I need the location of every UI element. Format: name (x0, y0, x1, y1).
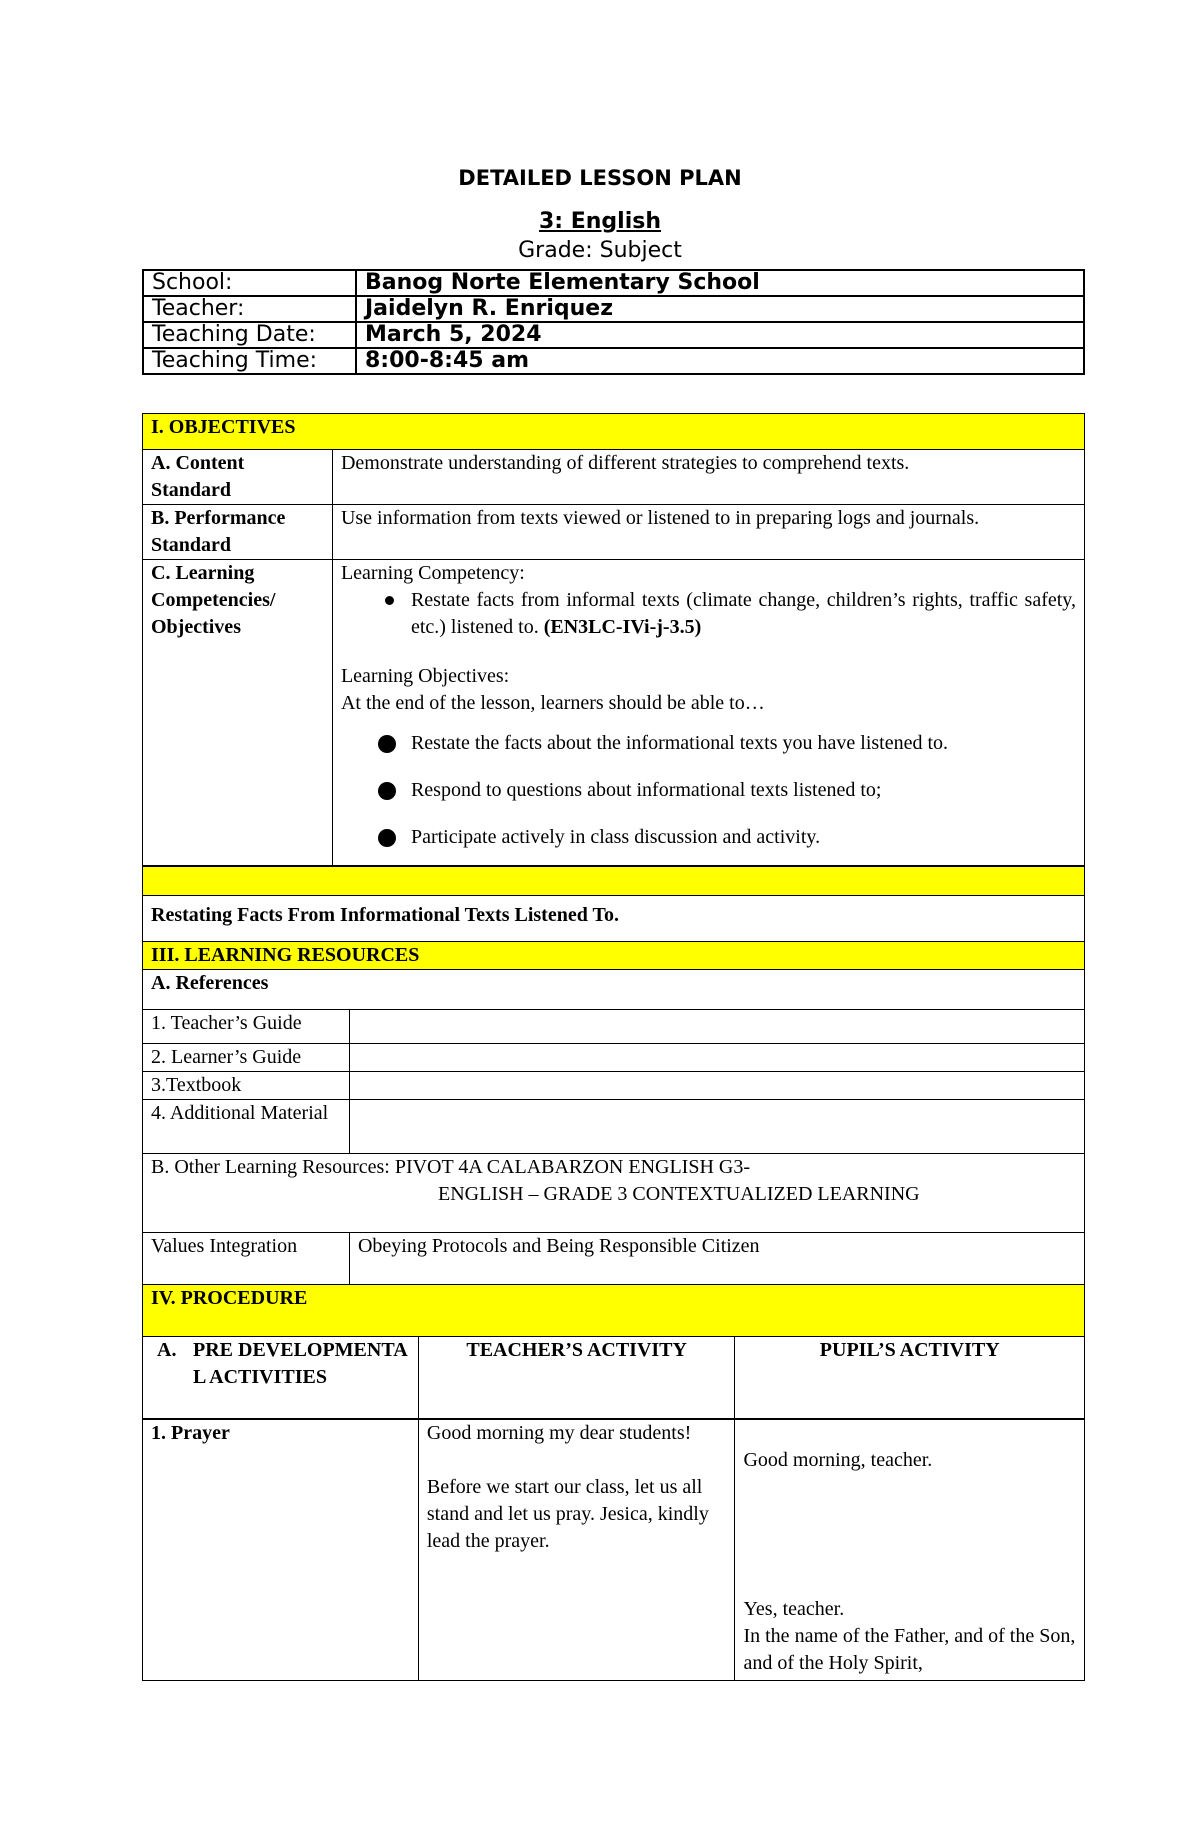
content-standard-label: A. Content Standard (143, 450, 333, 505)
competency-item (341, 587, 1076, 641)
objective-item: Participate actively in class discussion and activity. (341, 824, 1076, 851)
values-text: Obeying Protocols and Being Responsible Citizen (349, 1233, 1084, 1285)
info-row-school (143, 270, 1084, 296)
subject-heading (0, 209, 1200, 234)
info-value: 8:00-8:45 am (356, 348, 1084, 374)
reference-value (349, 1072, 1084, 1100)
reference-value (349, 1010, 1084, 1044)
info-row-time (143, 348, 1084, 374)
objectives-heading-text: Learning Objectives: (340, 665, 510, 687)
procedure-row-prayer (143, 1419, 1085, 1681)
procedure-heading: IV. PROCEDURE (143, 1285, 1085, 1337)
competency-text: Restate facts from informal texts (climate change, children’s rights, traffic safety, etc.) listened to. (410, 589, 1076, 638)
info-row-teacher (143, 296, 1084, 322)
competencies-cell (332, 560, 1084, 866)
content-heading (143, 866, 1085, 896)
reference-value (349, 1100, 1084, 1154)
competencies-row (143, 560, 1085, 866)
content-topic-row (143, 896, 1085, 942)
reference-row (143, 1010, 1085, 1044)
info-value: March 5, 2024 (356, 322, 1084, 348)
content-heading-row (143, 866, 1085, 896)
other-resources-line2: ENGLISH – GRADE 3 CONTEXTUALIZED LEARNING (438, 1183, 920, 1205)
info-value: Jaidelyn R. Enriquez (356, 296, 1084, 322)
content-standard-row (143, 450, 1085, 505)
info-value: Banog Norte Elementary School (356, 270, 1084, 296)
document-title: DETAILED LESSON PLAN (458, 166, 742, 190)
objective-item: Respond to questions about informational texts listened to; (341, 777, 1076, 804)
pupil-activity-text: Yes, teacher. (743, 1597, 845, 1620)
procedure-col3-header: PUPIL’S ACTIVITY (735, 1337, 1085, 1419)
info-table (142, 269, 1085, 375)
teacher-activity-text: Before we start our class, let us all stand and let us pray. Jesica, kindly lead the prayer. (426, 1475, 709, 1552)
teacher-activity-text: Good morning my dear students! (426, 1421, 692, 1444)
other-resources-label: B. Other Learning Resources: (151, 1156, 390, 1178)
references-row (143, 970, 1085, 1010)
objective-item: Restate the facts about the informational texts you have listened to. (341, 730, 1076, 757)
reference-row (143, 1072, 1085, 1100)
other-resources-line1: PIVOT 4A CALABARZON ENGLISH G3- (394, 1156, 751, 1178)
objectives-intro: At the end of the lesson, learners should be able to… (340, 692, 765, 714)
procedure-header-row (143, 1337, 1085, 1419)
teacher-activity-cell (418, 1419, 735, 1681)
pupil-activity-text: In the name of the Father, and of the Son, and of the Holy Spirit, (743, 1624, 1076, 1674)
competency-code: (EN3LC-IVi-j-3.5) (543, 616, 702, 638)
resources-heading: III. LEARNING RESOURCES (143, 942, 1085, 970)
procedure-row-label: 1. Prayer (143, 1419, 419, 1681)
info-label: Teacher: (143, 296, 356, 322)
values-row (143, 1233, 1085, 1285)
reference-value (349, 1044, 1084, 1072)
pupil-activity-text: Good morning, teacher. (743, 1448, 933, 1471)
info-row-date (143, 322, 1084, 348)
info-label: Teaching Time: (143, 348, 356, 374)
subject-text: 3: English (538, 209, 662, 234)
reference-row (143, 1100, 1085, 1154)
grade-subject-label: Grade: Subject (518, 238, 682, 263)
objectives-heading: I. OBJECTIVES (143, 414, 1085, 450)
reference-label: 2. Learner’s Guide (143, 1044, 350, 1072)
content-standard-text: Demonstrate understanding of different strategies to comprehend texts. (332, 450, 1084, 505)
other-resources-cell (143, 1154, 1085, 1233)
reference-row (143, 1044, 1085, 1072)
values-label: Values Integration (143, 1233, 350, 1285)
resources-heading-row (143, 942, 1085, 970)
performance-standard-label: B. Performance Standard (143, 505, 333, 560)
competency-list (341, 587, 1076, 641)
procedure-col2-header: TEACHER’S ACTIVITY (418, 1337, 735, 1419)
info-label: School: (143, 270, 356, 296)
other-resources-row (143, 1154, 1085, 1233)
reference-label: 3.Textbook (143, 1072, 350, 1100)
objectives-heading-row (143, 414, 1085, 450)
references-label: A. References (143, 970, 1085, 1010)
info-label: Teaching Date: (143, 322, 356, 348)
reference-label: 4. Additional Material (143, 1100, 350, 1154)
procedure-heading-row (143, 1285, 1085, 1337)
competency-heading: Learning Competency: (340, 562, 525, 584)
procedure-col1-text: PRE DEVELOPMENTA L ACTIVITIES (193, 1339, 407, 1388)
pupil-activity-cell (735, 1419, 1085, 1681)
competencies-label: C. Learning Competencies/ Objectives (143, 560, 333, 866)
procedure-col1-marker: A. (157, 1339, 177, 1361)
objectives-list (341, 730, 1076, 851)
content-topic: Restating Facts From Informational Texts Listened To. (143, 896, 1085, 942)
performance-standard-row (143, 505, 1085, 560)
reference-label: 1. Teacher’s Guide (143, 1010, 350, 1044)
performance-standard-text: Use information from texts viewed or listened to in preparing logs and journals. (332, 505, 1084, 560)
lesson-plan-table (142, 413, 1085, 1681)
procedure-col1-header (143, 1337, 419, 1419)
